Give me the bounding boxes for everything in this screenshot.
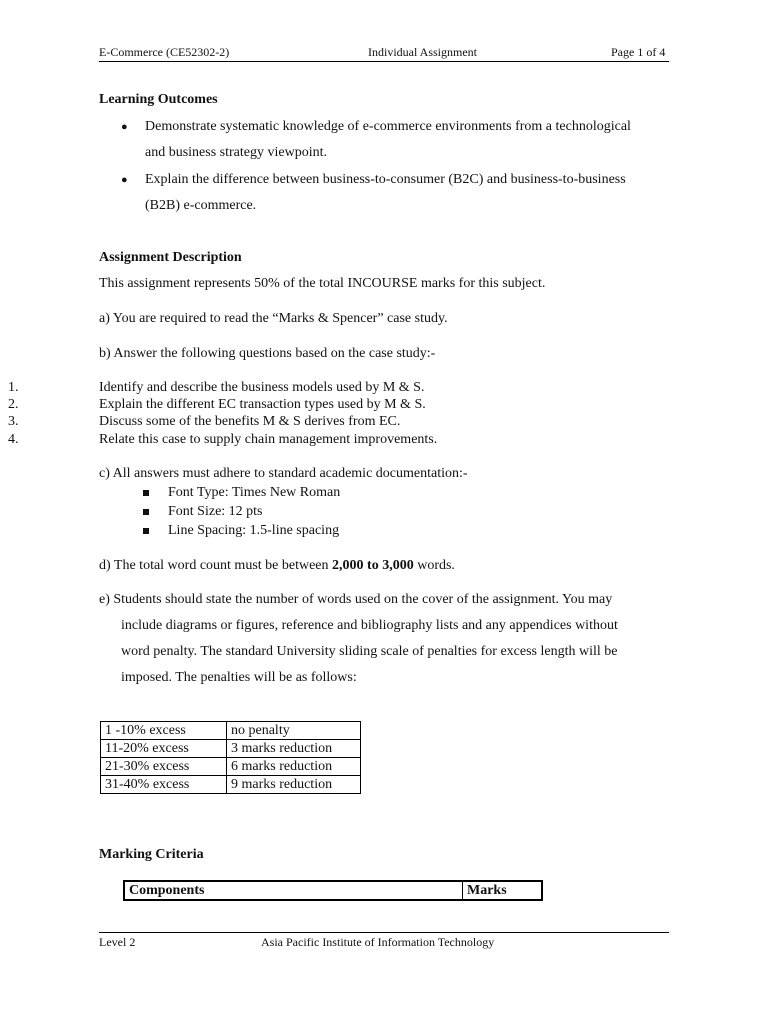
penalty-value: 3 marks reduction bbox=[227, 740, 361, 758]
header-page-number: Page 1 of 4 bbox=[611, 45, 666, 59]
item-c: c) All answers must adhere to standard academic documentation:- bbox=[99, 466, 468, 481]
square-bullet-icon bbox=[143, 490, 149, 496]
square-bullet-icon bbox=[143, 509, 149, 515]
question-text: Relate this case to supply chain management improvements. bbox=[99, 432, 438, 447]
table-row bbox=[101, 722, 361, 740]
question-text: Explain the different EC transaction types used by M & S. bbox=[99, 397, 426, 412]
item-a: a) You are required to read the “Marks & Spencer” case study. bbox=[99, 311, 448, 326]
item-e-line1: e) Students should state the number of words used on the cover of the assignment. You may bbox=[99, 592, 613, 607]
question-number: 1. bbox=[8, 380, 19, 395]
item-b: b) Answer the following questions based on the case study:- bbox=[99, 346, 436, 361]
square-bullet-icon bbox=[143, 528, 149, 534]
table-row bbox=[101, 758, 361, 776]
question-text: Discuss some of the benefits M & S derives from EC. bbox=[99, 414, 401, 429]
outcome-2-line1: Explain the difference between business-to-consumer (B2C) and business-to-business bbox=[145, 172, 626, 187]
table-row bbox=[101, 740, 361, 758]
components-header: Components bbox=[124, 881, 463, 900]
item-e-line3: word penalty. The standard University sliding scale of penalties for excess length will be bbox=[121, 644, 618, 659]
table-row bbox=[101, 776, 361, 794]
penalty-range: 1 -10% excess bbox=[101, 722, 227, 740]
assignment-intro: This assignment represents 50% of the total INCOURSE marks for this subject. bbox=[99, 276, 546, 291]
penalty-range: 11-20% excess bbox=[101, 740, 227, 758]
learning-outcomes-heading: Learning Outcomes bbox=[99, 92, 218, 107]
footer-rule bbox=[99, 932, 669, 933]
outcome-1-line2: and business strategy viewpoint. bbox=[145, 145, 327, 160]
question-number: 4. bbox=[8, 432, 19, 447]
marking-table bbox=[123, 880, 543, 901]
penalty-table bbox=[100, 721, 361, 794]
outcome-2-line2: (B2B) e-commerce. bbox=[145, 198, 257, 213]
outcome-1-line1: Demonstrate systematic knowledge of e-commerce environments from a technological bbox=[145, 119, 631, 134]
bullet-icon: ● bbox=[121, 121, 128, 133]
penalty-range: 31-40% excess bbox=[101, 776, 227, 794]
table-header-row bbox=[124, 881, 542, 900]
penalty-range: 21-30% excess bbox=[101, 758, 227, 776]
header-title: Individual Assignment bbox=[368, 45, 477, 59]
format-line-spacing: Line Spacing: 1.5-line spacing bbox=[168, 523, 340, 538]
item-e-line2: include diagrams or figures, reference and bibliography lists and any appendices without bbox=[121, 618, 618, 633]
format-font-type: Font Type: Times New Roman bbox=[168, 485, 341, 500]
item-e-line4: imposed. The penalties will be as follows: bbox=[121, 670, 357, 685]
marking-criteria-heading: Marking Criteria bbox=[99, 847, 204, 862]
assignment-description-heading: Assignment Description bbox=[99, 250, 242, 265]
question-number: 2. bbox=[8, 397, 19, 412]
item-d-suffix: words. bbox=[413, 558, 455, 573]
header-rule bbox=[99, 61, 669, 62]
item-d-prefix: d) The total word count must be between bbox=[99, 558, 333, 573]
item-d bbox=[99, 558, 455, 574]
footer-institute: Asia Pacific Institute of Information Technology bbox=[261, 935, 495, 949]
penalty-value: no penalty bbox=[227, 722, 361, 740]
bullet-icon: ● bbox=[121, 174, 128, 186]
question-text: Identify and describe the business models used by M & S. bbox=[99, 380, 425, 395]
format-font-size: Font Size: 12 pts bbox=[168, 504, 263, 519]
penalty-value: 6 marks reduction bbox=[227, 758, 361, 776]
header-course: E-Commerce (CE52302-2) bbox=[99, 45, 230, 59]
question-number: 3. bbox=[8, 414, 19, 429]
marks-header: Marks bbox=[463, 881, 543, 900]
penalty-value: 9 marks reduction bbox=[227, 776, 361, 794]
word-count-range: 2,000 to 3,000 bbox=[332, 558, 414, 573]
footer-level: Level 2 bbox=[99, 935, 136, 949]
